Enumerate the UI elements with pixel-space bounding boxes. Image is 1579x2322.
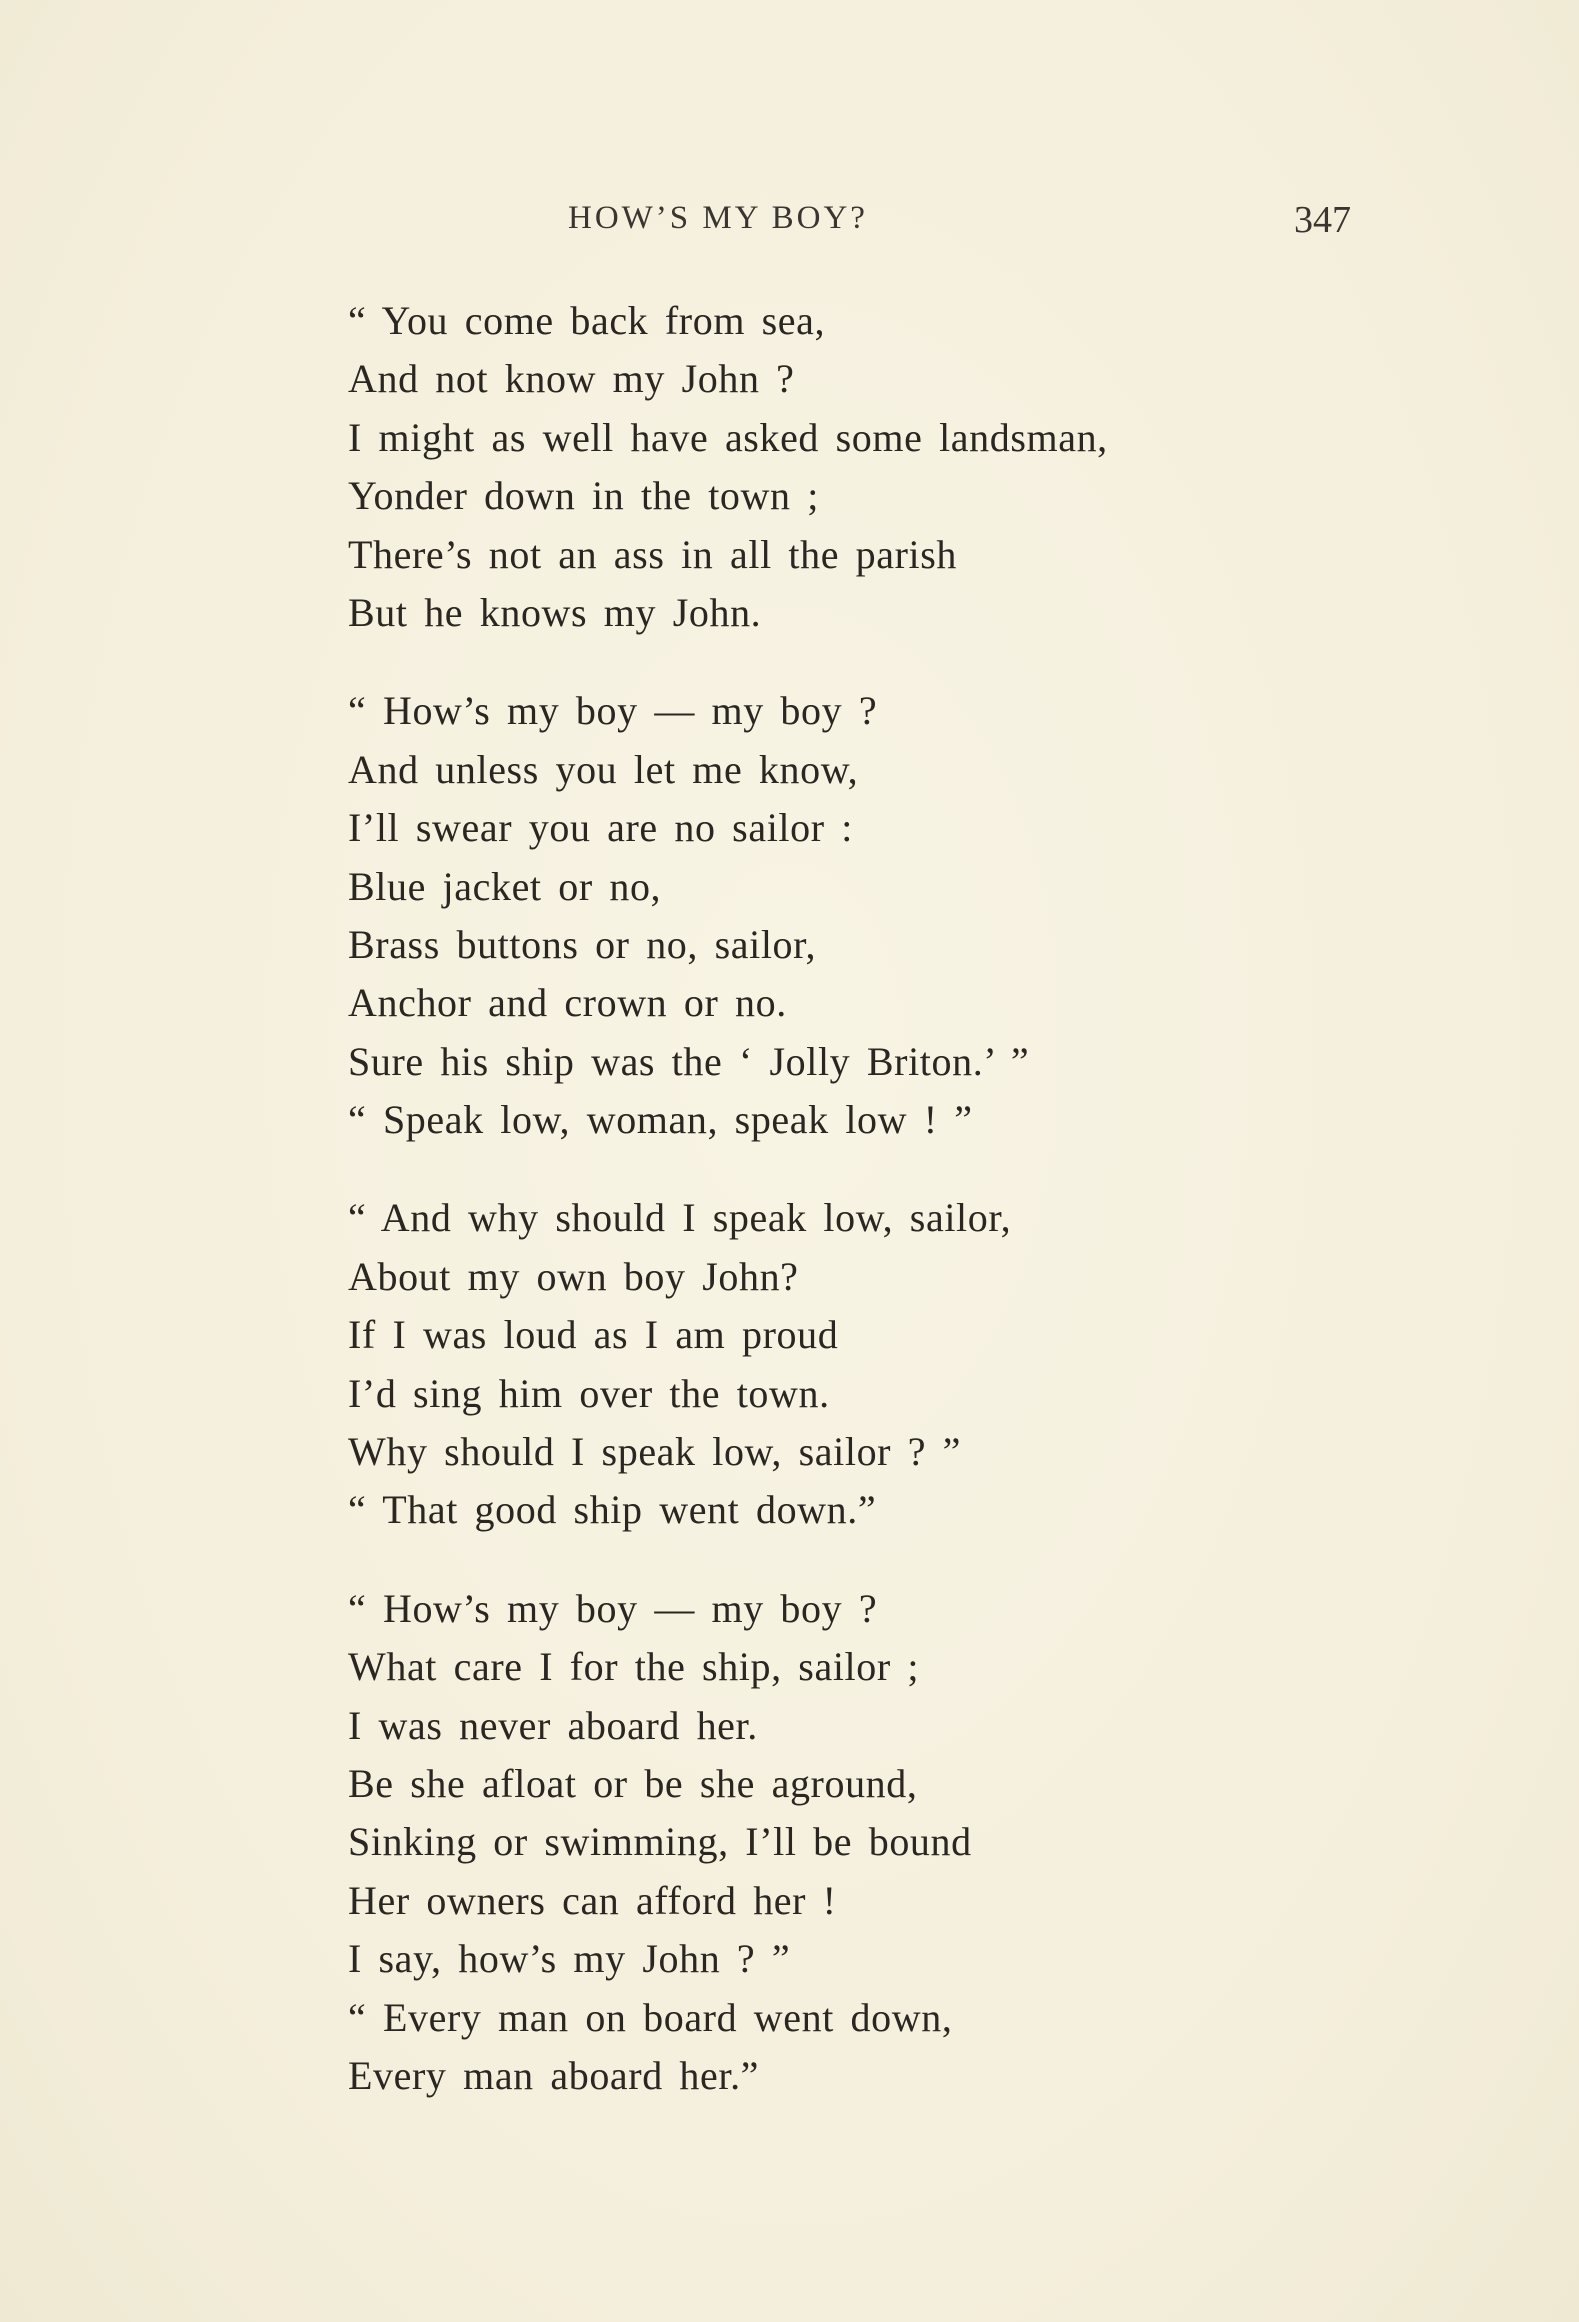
poem-line: But he knows my John. xyxy=(348,589,762,635)
poem-line: I’d sing him over the town. xyxy=(348,1370,830,1416)
poem-line: Be she afloat or be she aground, xyxy=(348,1760,918,1806)
poem-line: Sinking or swimming, I’ll be bound xyxy=(348,1819,972,1865)
stanza-3 xyxy=(348,1189,1348,1539)
poem-line: Why should I speak low, sailor ? ” xyxy=(348,1429,962,1475)
stanza-2 xyxy=(348,682,1348,1149)
stanza-1 xyxy=(348,292,1348,642)
poem-line: There’s not an ass in all the parish xyxy=(348,531,958,577)
poem-line: “ How’s my boy — my boy ? xyxy=(348,1585,878,1631)
poem-line: Her owners can afford her ! xyxy=(348,1877,837,1923)
poem-line: Yonder down in the town ; xyxy=(348,473,819,519)
poem-line: “ Every man on board went down, xyxy=(348,1994,953,2040)
poem-body xyxy=(348,292,1348,2145)
poem-line: “ You come back from sea, xyxy=(348,298,826,343)
stanza-4 xyxy=(348,1580,1348,2106)
poem-line: Brass buttons or no, sailor, xyxy=(348,921,817,967)
poem-line: About my own boy John? xyxy=(348,1253,799,1299)
poem-line: I might as well have asked some landsman, xyxy=(348,414,1108,460)
page-number: 347 xyxy=(1294,199,1351,241)
poem-line: What care I for the ship, sailor ; xyxy=(348,1644,920,1690)
poem-line: And unless you let me know, xyxy=(348,746,859,792)
poem-line: Anchor and crown or no. xyxy=(348,980,787,1026)
poem-line: Sure his ship was the ‘ Jolly Briton.’ ” xyxy=(348,1038,1030,1084)
poem-line: Every man aboard her.” xyxy=(348,2052,760,2098)
poem-line: I was never aboard her. xyxy=(348,1702,758,1748)
poem-line: I’ll swear you are no sailor : xyxy=(348,805,853,851)
poem-line: “ Speak low, woman, speak low ! ” xyxy=(348,1097,973,1143)
poem-line: If I was loud as I am proud xyxy=(348,1312,839,1358)
poem-line: Blue jacket or no, xyxy=(348,863,662,909)
poem-line: “ And why should I speak low, sailor, xyxy=(348,1195,1012,1241)
running-head-title: HOW’S MY BOY? xyxy=(568,200,868,236)
poem-line: “ That good ship went down.” xyxy=(348,1487,877,1533)
poem-line: And not know my John ? xyxy=(348,356,795,402)
poem-line: I say, how’s my John ? ” xyxy=(348,1936,791,1982)
poem-line: “ How’s my boy — my boy ? xyxy=(348,688,878,734)
